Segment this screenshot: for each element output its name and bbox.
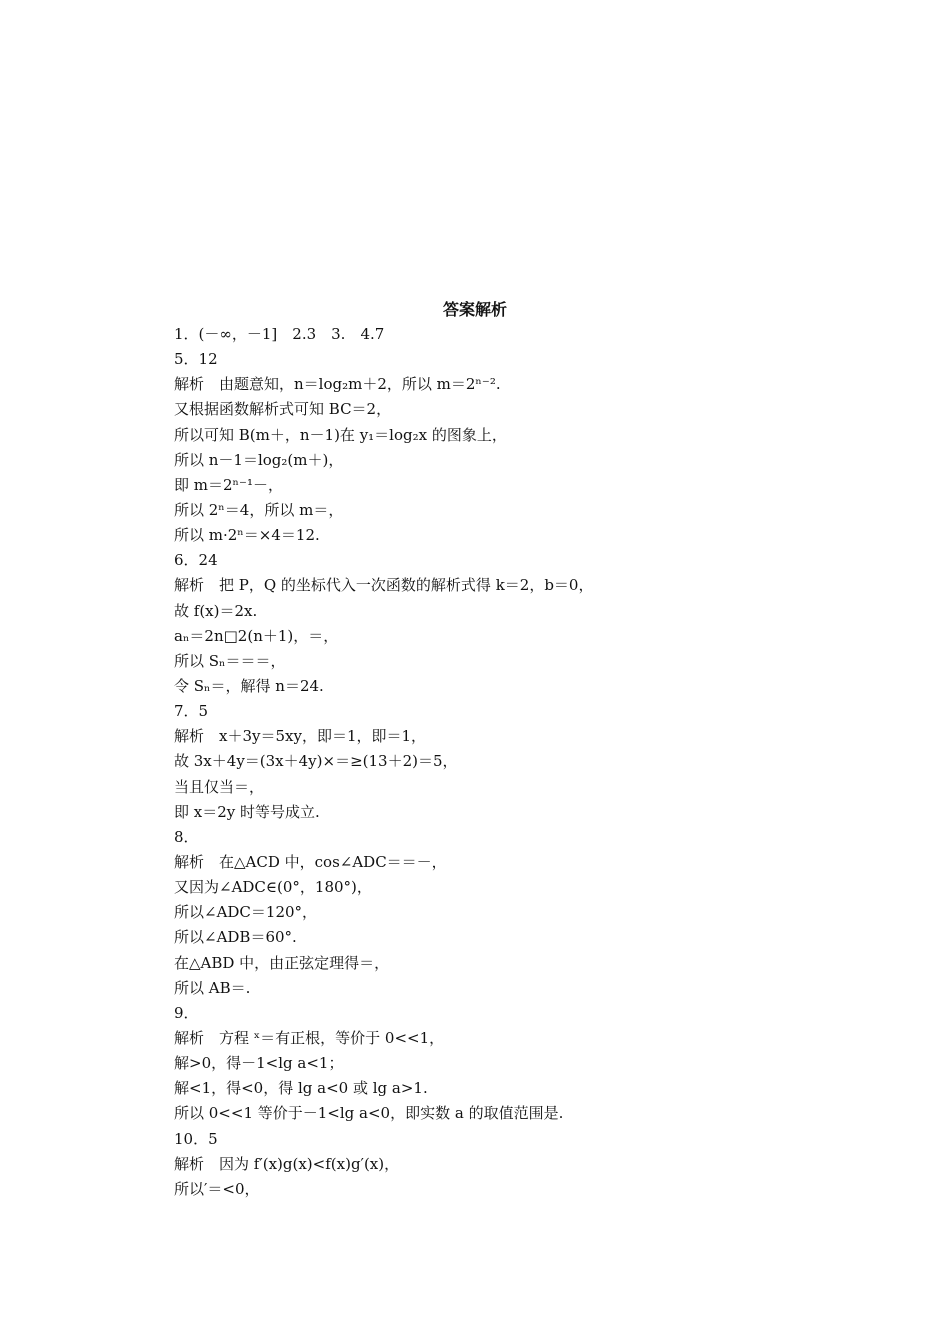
text-line: 9．: [174, 1003, 199, 1022]
text-line: 1．(－∞，－1] 2.3 3. 4.7: [174, 325, 385, 343]
page-title: 答案解析: [442, 300, 507, 319]
text-line: 解析 方程 ˣ＝有正根，等价于 0<<1，: [174, 1028, 445, 1047]
text-line: 所以 AB＝.: [174, 978, 251, 997]
text-line: 所以 m·2ⁿ＝×4＝12.: [174, 526, 320, 545]
text-line: 所以可知 B(m＋，n－1)在 y₁＝log₂x 的图象上，: [174, 425, 507, 444]
text-line: 在△ABD 中，由正弦定理得＝，: [174, 953, 390, 972]
answer-body: [174, 322, 874, 1202]
text-line: 令 Sₙ＝，解得 n＝24.: [174, 676, 324, 695]
text-line: 即 x＝2y 时等号成立.: [174, 802, 320, 821]
text-line: 解析 把 P，Q 的坐标代入一次函数的解析式得 k＝2，b＝0，: [174, 576, 594, 595]
text-line: 解析 因为 f′(x)g(x)<f(x)g′(x)，: [174, 1154, 400, 1173]
text-line: 故 3x＋4y＝(3x＋4y)×＝≥(13＋2)＝5，: [174, 752, 458, 771]
text-line: 所以′＝<0，: [174, 1179, 260, 1198]
text-line: 又因为∠ADC∈(0°，180°)，: [174, 878, 372, 897]
text-line: 解析 由题意知，n＝log₂m＋2，所以 m＝2ⁿ⁻².: [174, 375, 501, 394]
text-line: 7．5: [174, 702, 209, 721]
text-line: 所以∠ADC＝120°，: [174, 903, 318, 922]
text-line: 10．5: [174, 1129, 218, 1148]
text-line: 所以 Sₙ＝＝＝，: [174, 651, 286, 670]
text-line: 5．12: [174, 350, 218, 369]
text-line: 解析 x＋3y＝5xy，即＝1，即＝1，: [174, 727, 427, 746]
text-line: 所以 0<<1 等价于－1<lg a<0，即实数 a 的取值范围是.: [174, 1104, 564, 1123]
text-line: 所以 n－1＝log₂(m＋)，: [174, 450, 344, 469]
text-line: 当且仅当＝，: [174, 777, 265, 796]
text-line: 解析 在△ACD 中，cos∠ADC＝＝－，: [174, 852, 447, 871]
text-line: 8．: [174, 827, 199, 846]
text-line: 所以 2ⁿ＝4，所以 m＝，: [174, 500, 344, 519]
text-line: 6．24: [174, 551, 218, 570]
text-line: 又根据函数解析式可知 BC＝2，: [174, 400, 392, 419]
text-line: aₙ＝2n□2(n＋1)，＝，: [174, 626, 339, 645]
text-line: 故 f(x)＝2x.: [174, 601, 258, 620]
text-line: 解<1，得<0，得 lg a<0 或 lg a>1.: [174, 1079, 428, 1098]
text-line: 即 m＝2ⁿ⁻¹－，: [174, 475, 283, 494]
text-line: 解>0，得－1<lg a<1；: [174, 1054, 344, 1073]
text-line: 所以∠ADB＝60°.: [174, 928, 297, 947]
